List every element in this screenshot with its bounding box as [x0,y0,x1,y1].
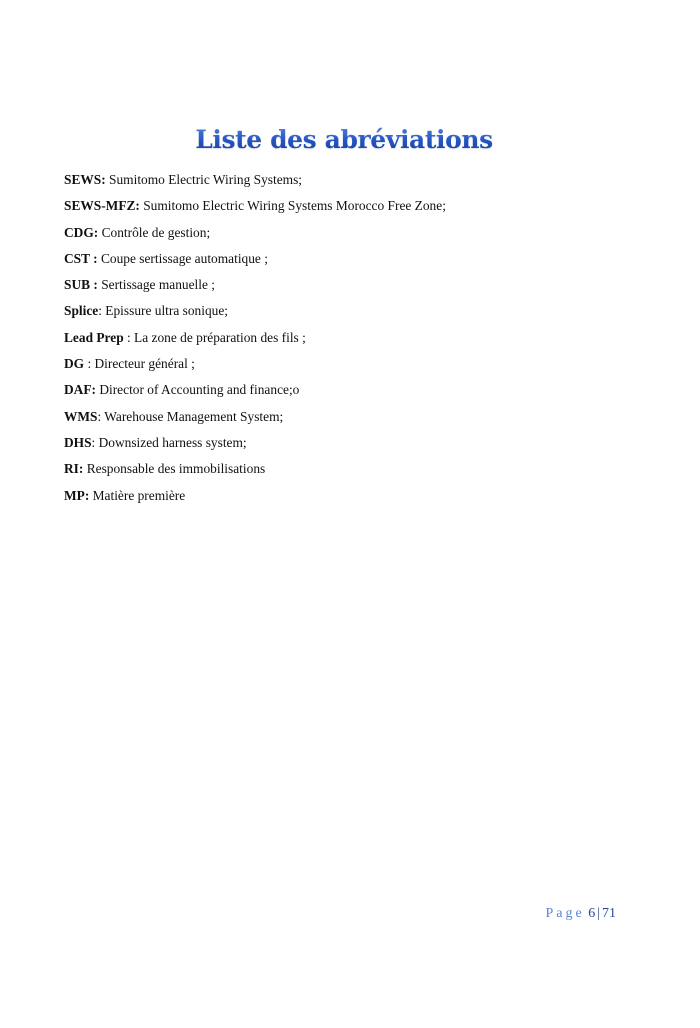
list-item [64,380,644,406]
list-item [64,170,644,196]
list-item [64,223,644,249]
page-separator: | [597,906,600,921]
list-item [64,301,644,327]
abbreviation-term: RI: [64,461,84,477]
abbreviation-definition: Contrôle de gestion; [98,224,211,240]
abbreviation-term: WMS [64,408,98,424]
abbreviation-term: CST : [64,250,98,266]
abbreviation-definition: Sumitomo Electric Wiring Systems; [105,172,303,187]
list-item [64,328,644,354]
current-page-number: 6 [588,906,596,921]
abbreviation-definition: : Epissure ultra sonique; [98,303,229,319]
abbreviation-term: DAF: [64,382,96,398]
abbreviation-term: Splice [64,303,99,319]
abbreviation-term: SUB : [64,277,98,293]
abbreviation-definition: : Warehouse Management System; [97,408,284,424]
list-item [64,196,644,222]
list-item [64,459,644,485]
list-item [64,249,644,275]
list-item [64,354,644,380]
list-item [64,275,644,301]
abbreviation-list [64,170,644,512]
abbreviation-definition: : La zone de préparation des fils ; [123,329,306,345]
abbreviation-definition: Coupe sertissage automatique ; [97,250,268,266]
abbreviation-definition: : Downsized harness system; [91,434,247,450]
abbreviation-term: SEWS-MFZ: [64,198,140,214]
list-item [64,407,644,433]
abbreviation-term: SEWS: [64,172,106,187]
list-item [64,433,644,459]
abbreviation-definition: Sertissage manuelle ; [97,277,215,293]
abbreviation-definition: Director of Accounting and finance;o [95,382,300,398]
abbreviation-definition: Sumitomo Electric Wiring Systems Morocco Free Zone; [139,198,446,214]
abbreviation-term: CDG: [64,224,99,240]
abbreviation-term: Lead Prep [64,329,124,345]
abbreviation-term: DG [64,356,85,372]
total-pages-number: 71 [602,906,616,921]
list-item [64,486,644,512]
abbreviation-term: DHS [64,434,92,450]
abbreviation-definition: Matière première [89,487,186,503]
abbreviation-term: MP: [64,487,90,503]
page-label: Page [545,906,585,921]
page-number-footer [545,906,616,922]
abbreviation-definition: : Directeur général ; [84,356,195,372]
page-title: Liste des abréviations [0,125,688,154]
abbreviation-definition: Responsable des immobilisations [83,461,266,477]
